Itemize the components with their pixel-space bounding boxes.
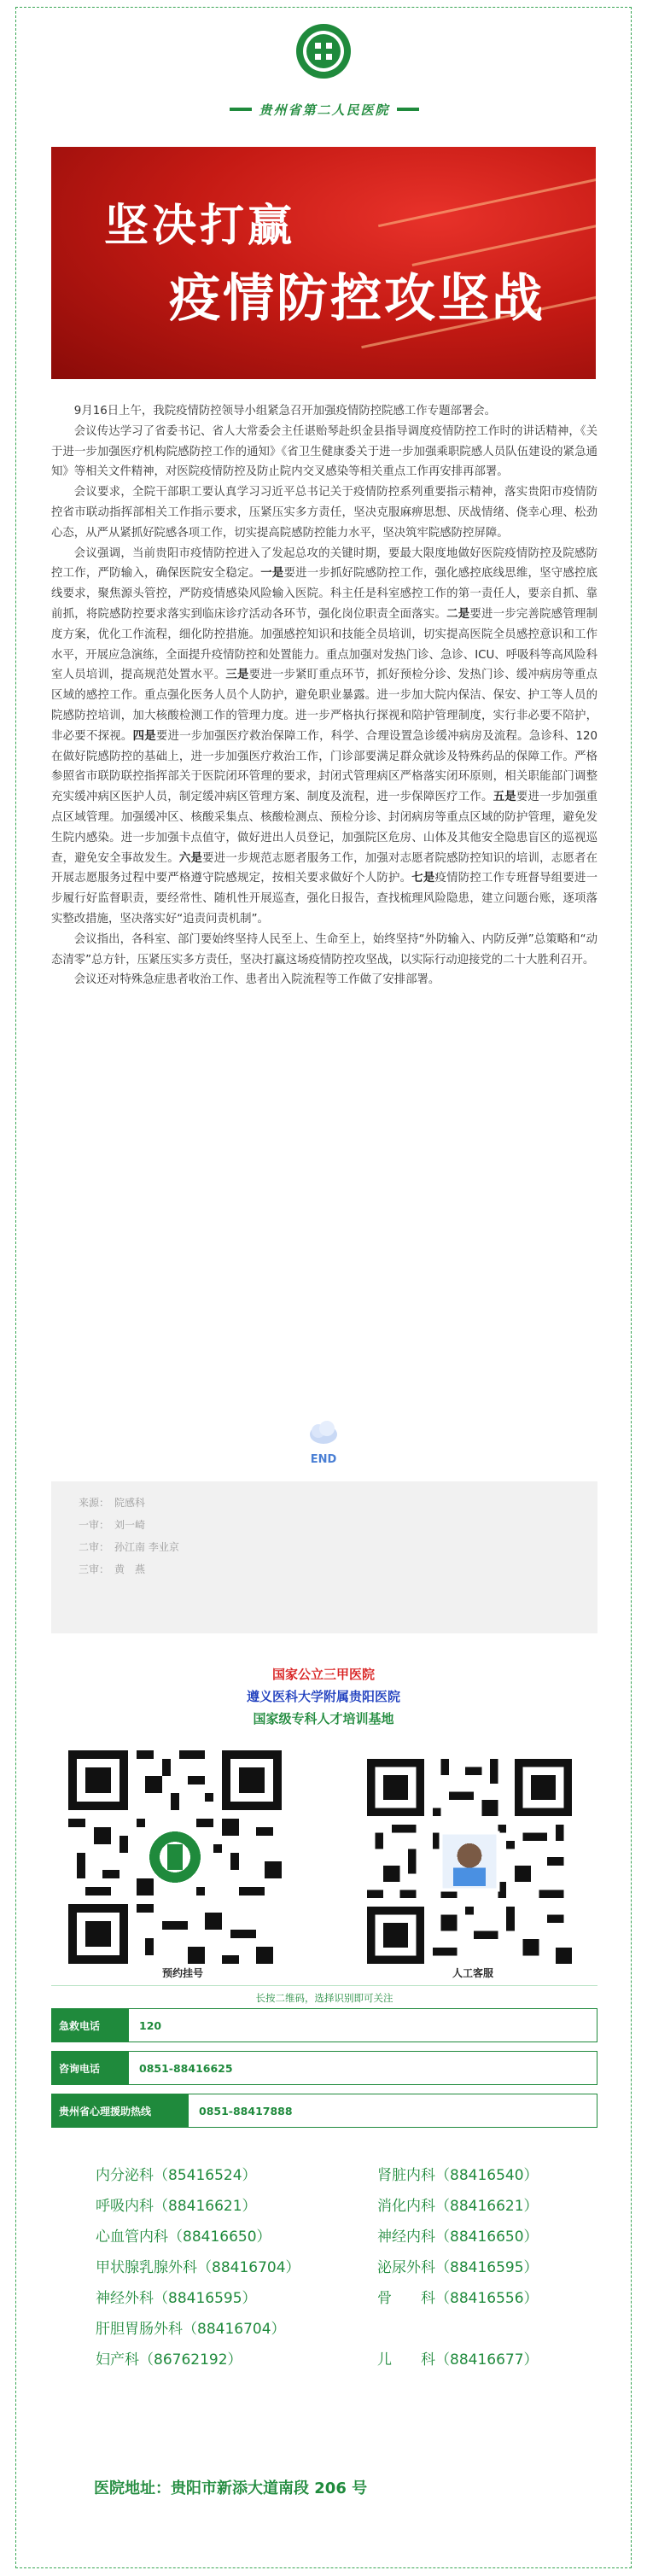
department-entry: 泌尿外科（88416595） bbox=[377, 2259, 539, 2276]
end-marker bbox=[303, 1417, 344, 1469]
paragraph-text: 要进一步规范志愿者服务工作，加强对志愿者院感防控知识的培训，志愿者在开展志愿服务过程中要严格遵守院感规定，按相关要求做好个人防护。 bbox=[51, 851, 598, 885]
credits-box bbox=[51, 1481, 597, 1633]
hospital-logo bbox=[294, 22, 353, 80]
phone-label: 咨询电话 bbox=[52, 2052, 129, 2084]
paragraph-text: 疫情防控工作专班督导组要进一步履行好监督职责，要经常性、随机性开展巡查，强化日报告，查找梳理风险隐患，建立问题台账，逐项落实整改措施，坚决落实好“追责问责机制”。 bbox=[51, 872, 598, 926]
credit-value: 黄 燕 bbox=[114, 1563, 146, 1575]
article-body bbox=[51, 401, 597, 990]
page-frame bbox=[15, 7, 632, 2568]
credit-source bbox=[79, 1492, 597, 1514]
phone-number[interactable]: 0851-88417888 bbox=[199, 2104, 293, 2117]
phone-row-psych-hotline bbox=[51, 2094, 597, 2128]
article-paragraph: 会议还对特殊急症患者收治工作、患者出入院流程等工作做了安排部署。 bbox=[73, 973, 440, 987]
credit-value: 孙江南 李业京 bbox=[114, 1541, 179, 1553]
department-entry: 儿 科（88416677） bbox=[377, 2351, 539, 2369]
phone-label: 急救电话 bbox=[52, 2009, 129, 2042]
department-entry: 内分泌科（85416524） bbox=[96, 2167, 257, 2184]
phone-number[interactable]: 0851-88416625 bbox=[139, 2061, 233, 2075]
headline-banner bbox=[51, 147, 596, 379]
emphasis-marker: 五是 bbox=[493, 791, 516, 804]
department-entry: 神经内科（88416650） bbox=[377, 2228, 539, 2246]
phone-label: 贵州省心理援助热线 bbox=[52, 2094, 189, 2127]
credit-label: 二审： bbox=[79, 1541, 110, 1553]
article-paragraph: 会议指出，各科室、部门要始终坚持人民至上、生命至上，始终坚持“外防输入、内防反弹”总策略和“动态清零”总方针，压紧压实多方责任，坚决打赢这场疫情防控攻坚战，以实际行动迎接党的二十大胜利召开。 bbox=[51, 932, 597, 967]
emphasis-marker: 六是 bbox=[178, 851, 203, 865]
credit-label: 一审： bbox=[79, 1519, 110, 1531]
department-entry: 心血管内科（88416650） bbox=[96, 2228, 271, 2246]
article-paragraph: 会议要求，全院干部职工要认真学习习近平总书记关于疫情防控系列重要指示精神，落实贵阳市疫情防控省市联动指挥部相关工作指示要求，压紧压实多方责任，坚决克服麻痹思想、厌战情绪、侥幸心理、松劲心态，从严从紧抓好院感各项工作，切实提高院感防控能力水平，坚决筑牢院感防控屏障。 bbox=[51, 486, 597, 540]
credit-label: 来源： bbox=[79, 1497, 110, 1509]
department-entry: 呼吸内科（88416621） bbox=[96, 2198, 257, 2215]
name-bar-left-line bbox=[230, 108, 252, 111]
cloud-icon bbox=[306, 1417, 341, 1446]
paragraph-text: 要进一步加强医疗救治保障工作，科学、合理设置急诊缓冲病房及流程。急诊科、120在做好院感防控的基础上，进一步加强医疗救治工作，门诊部要满足群众就诊及特殊药品的保障工作。严格参照省市联防联控指挥部关于医院闭环管理的要求，封闭式管理病区严格落实闭环原则，相关职能部门调整充实缓冲病区医护人员，制定缓冲病区管理方案、制度及流程，进一步保障医疗工作。 bbox=[51, 729, 598, 804]
paragraph-text: 要进一步加强重点区域管理。加强缓冲区、核酸采集点、核酸检测点、预检分诊、封闭病房等重点区域的防护管理，避免发生院内感染。进一步加强卡点值守，做好进出人员登记，加强院区危房、山体及其他安全隐患盲区的巡视巡查，避免安全事故发生。 bbox=[51, 791, 598, 865]
paragraph-text: 要进一步完善院感管理制度方案，优化工作流程，细化防控措施。加强感控知识和技能全员培训，切实提高医院全员感控意识和工作水平，开展应急演练，全面提升疫情防控和处置能力。重点加强对发热门诊、急诊、ICU、呼吸科等高风险科室人员培训，提高规范处置水平。 bbox=[51, 607, 598, 682]
department-entry: 肝胆胃肠外科（88416704） bbox=[96, 2321, 286, 2338]
article-paragraph bbox=[51, 544, 597, 930]
emphasis-marker: 二是 bbox=[446, 607, 470, 621]
department-entry: 妇产科（86762192） bbox=[96, 2351, 242, 2369]
phone-row-consult bbox=[51, 2051, 597, 2085]
phone-row-emergency bbox=[51, 2008, 597, 2042]
hospital-address: 医院地址：贵阳市新添大道南段 206 号 bbox=[94, 2480, 368, 2497]
banner-title-line1: 坚决打赢 bbox=[104, 201, 296, 252]
booking-qr-code[interactable] bbox=[68, 1750, 282, 1964]
emphasis-marker: 一是 bbox=[260, 567, 284, 581]
credit-label: 三审： bbox=[79, 1563, 110, 1575]
department-entry: 甲状腺乳腺外科（88416704） bbox=[96, 2259, 300, 2276]
tagline-top-hospital: 国家公立三甲医院 bbox=[271, 1667, 375, 1682]
booking-qr-label: 预约挂号 bbox=[162, 1967, 204, 1979]
department-entry: 消化内科（88416621） bbox=[377, 2198, 539, 2215]
emphasis-marker: 四是 bbox=[132, 729, 156, 743]
paragraph-text: 要进一步紧盯重点环节，抓好预检分诊、发热门诊、缓冲病房等重点区域的感控工作。重点强化医务人员个人防护，避免职业暴露。进一步加大院内保洁、保安、护工等人员的院感防控培训，加大核酸检测工作的管理力度。进一步严格执行探视和陪护管理制度，实行非必要不陪护，非必要不探视。 bbox=[51, 669, 598, 743]
paragraph-text: 要进一步抓好院感防控工作，强化感控底线思维，坚守感控底线要求，聚焦源头管控，严防疫情感染风险输入医院。科主任是科室感控工作的第一责任人，要亲自抓、靠前抓，将院感防控要求落实到临床诊疗活动各环节，强化岗位职责全面落实。 bbox=[51, 567, 598, 621]
banner-light-streak bbox=[378, 172, 596, 227]
credit-first-review bbox=[79, 1514, 597, 1536]
credit-second-review bbox=[79, 1536, 597, 1558]
credit-third-review bbox=[79, 1558, 597, 1580]
hospital-name-bar bbox=[222, 98, 427, 120]
paragraph-text: 会议强调，当前贵阳市疫情防控进入了发起总攻的关键时期，要最大限度地做好医院疫情防控及院感防控工作，严防输入，确保医院安全稳定。 bbox=[51, 546, 597, 581]
department-entry: 骨 科（88416556） bbox=[377, 2290, 539, 2307]
emphasis-marker: 三是 bbox=[225, 669, 249, 682]
credit-value: 院感科 bbox=[114, 1497, 146, 1509]
phone-number[interactable]: 120 bbox=[139, 2018, 162, 2032]
emphasis-marker: 七是 bbox=[411, 872, 435, 885]
customer-service-qr-code[interactable] bbox=[367, 1759, 572, 1964]
banner-title-line2: 疫情防控攻坚战 bbox=[169, 269, 545, 329]
hospital-name: 贵州省第二人民医院 bbox=[259, 102, 390, 118]
qr-hint: 长按二维码，选择识别即可关注 bbox=[51, 1985, 597, 2005]
tagline-training-base: 国家级专科人才培训基地 bbox=[253, 1711, 394, 1726]
name-bar-right-line bbox=[397, 108, 419, 111]
tagline-university: 遵义医科大学附属贵阳医院 bbox=[246, 1689, 400, 1704]
credit-value: 刘一崎 bbox=[114, 1519, 146, 1531]
end-label: END bbox=[310, 1453, 337, 1466]
department-entry: 肾脏内科（88416540） bbox=[377, 2167, 539, 2184]
article-paragraph: 9月16日上午，我院疫情防控领导小组紧急召开加强疫情防控院感工作专题部署会。 bbox=[73, 405, 497, 418]
article-paragraph: 会议传达学习了省委书记、省人大常委会主任谌贻琴赴织金县指导调度疫情防控工作时的讲话精神，《关于进一步加强医疗机构院感防控工作的通知》《省卫生健康委关于进一步加强乘职院感人员队伍建设的紧急通知》等相关文件精神，对医院疫情防控及防止院内交叉感染等相关重点工作再安排再部署。 bbox=[51, 424, 597, 479]
customer-service-qr-label: 人工客服 bbox=[452, 1967, 494, 1979]
department-entry: 神经外科（88416595） bbox=[96, 2290, 257, 2307]
